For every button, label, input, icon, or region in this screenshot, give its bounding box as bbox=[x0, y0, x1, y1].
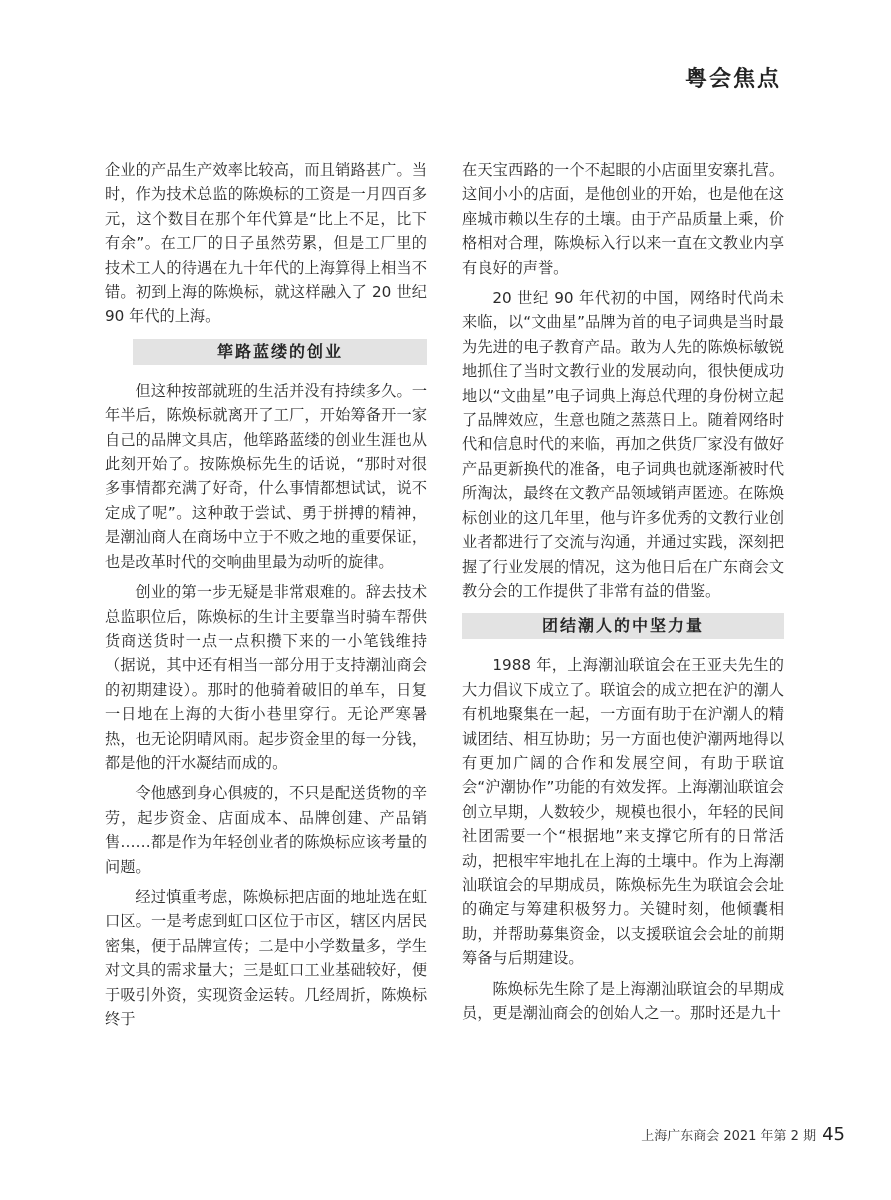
paragraph: 创业的第一步无疑是非常艰难的。辞去技术总监职位后，陈焕标的生计主要靠当时骑车帮供货商送货时一点一点积攒下来的一小笔钱维持（据说，其中还有相当一部分用于支持潮汕商会的初期建设）。那时的他骑着破旧的单车，日复一日地在上海的大街小巷里穿行。无论严寒暑热，也无论阴晴风雨。起步资金里的每一分钱，都是他的汗水凝结而成的。 bbox=[105, 583, 427, 772]
page-footer bbox=[641, 1124, 845, 1145]
page-number: 45 bbox=[822, 1124, 845, 1145]
subheading: 筚路蓝缕的创业 bbox=[133, 339, 427, 365]
paragraph: 在天宝西路的一个不起眼的小店面里安寨扎营。这间小小的店面，是他创业的开始，也是他在这座城市赖以生存的土壤。由于产品质量上乘，价格相对合理，陈焕标入行以来一直在文教业内享有良好的声誉。 bbox=[462, 161, 784, 277]
section-header: 粤会焦点 bbox=[684, 67, 781, 92]
subheading: 团结潮人的中坚力量 bbox=[462, 613, 784, 639]
paragraph: 陈焕标先生除了是上海潮汕联谊会的早期成员，更是潮汕商会的创始人之一。那时还是九十 bbox=[462, 979, 784, 1022]
paragraph: 20 世纪 90 年代初的中国，网络时代尚未来临，以“文曲星”品牌为首的电子词典是当时最为先进的电子教育产品。敢为人先的陈焕标敏锐地抓住了当时文教行业的发展动向，很快便成功地以“文曲星”电子词典上海总代理的身份树立起了品牌效应，生意也随之蒸蒸日上。随着网络时代和信息时代的来临，再加之供货厂家没有做好产品更新换代的准备，电子词典也就逐渐被时代所淘汰，最终在文教产品领域销声匿迹。在陈焕标创业的这几年里，他与许多优秀的文教行业创业者都进行了交流与沟通，并通过实践，深刻把握了行业发展的情况，这为他日后在广东商会文教分会的工作提供了非常有益的借鉴。 bbox=[462, 289, 784, 600]
paragraph: 但这种按部就班的生活并没有持续多久。一年半后，陈焕标就离开了工厂，开始筹备开一家自己的品牌文具店，他筚路蓝缕的创业生涯也从此刻开始了。按陈焕标先生的话说，“那时对很多事情都充满了好奇，什么事情都想试试，说不定成了呢”。这种敢于尝试、勇于拼搏的精神，是潮汕商人在商场中立于不败之地的重要保证，也是改革时代的交响曲里最为动听的旋律。 bbox=[105, 381, 427, 571]
paragraph: 经过慎重考虑，陈焕标把店面的地址选在虹口区。一是考虑到虹口区位于市区，辖区内居民密集，便于品牌宣传；二是中小学数量多，学生对文具的需求量大；三是虹口工业基础较好，便于吸引外资，实现资金运转。几经周折，陈焕标终于 bbox=[105, 887, 427, 1028]
left-column bbox=[105, 158, 427, 1037]
right-column bbox=[462, 158, 784, 1031]
paragraph: 令他感到身心俱疲的，不只是配送货物的辛劳，起步资金、店面成本、品牌创建、产品销售……都是作为年轻创业者的陈焕标应该考量的问题。 bbox=[105, 784, 427, 876]
publication-name: 上海广东商会 2021 年第 2 期 bbox=[641, 1129, 817, 1144]
paragraph: 企业的产品生产效率比较高，而且销路甚广。当时，作为技术总监的陈焕标的工资是一月四百多元，这个数目在那个年代算是“比上不足，比下有余”。在工厂的日子虽然劳累，但是工厂里的技术工人的待遇在九十年代的上海算得上相当不错。初到上海的陈焕标，就这样融入了 20 世纪 90 年代的上海。 bbox=[105, 161, 427, 326]
paragraph: 1988 年，上海潮汕联谊会在王亚夫先生的大力倡议下成立了。联谊会的成立把在沪的潮人有机地聚集在一起，一方面有助于在沪潮人的精诚团结、相互协助；另一方面也使沪潮两地得以有更加广阔的合作和发展空间，有助于联谊会“沪潮协作”功能的有效发挥。上海潮汕联谊会创立早期，人数较少，规模也很小，年轻的民间社团需要一个“根据地”来支撑它所有的日常活动，把根牢牢地扎在上海的土壤中。作为上海潮汕联谊会的早期成员，陈焕标先生为联谊会会址的确定与筹建积极努力。关键时刻，他倾囊相助，并帮助募集资金，以支援联谊会会址的前期筹备与后期建设。 bbox=[462, 656, 784, 968]
